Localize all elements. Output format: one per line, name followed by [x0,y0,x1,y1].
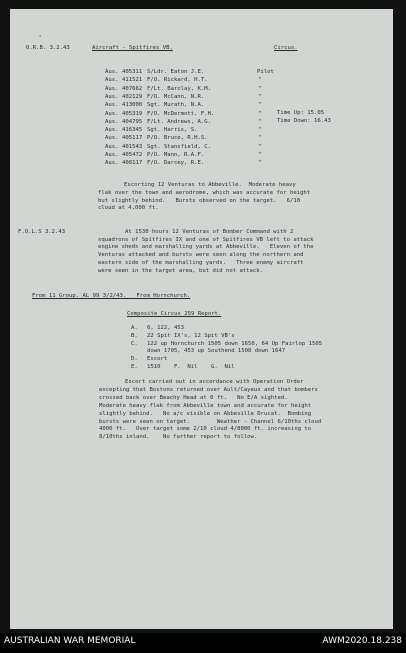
crew-name: F/O. Darcey, R.E. [147,160,205,167]
crew-number: 411521 [122,77,143,84]
text-line: cloud at 4,000 ft. [98,205,159,212]
crew-name: P/O. Bruce, R.H.S. [147,135,208,142]
ditto-mark: " [258,127,262,134]
ditto-mark: " [258,160,262,167]
footer-right: AWM2020.18.238 [322,636,402,646]
item-text: 122 up Hornchurch 1505 down 1650, 64 Up Fairlop 1505 [147,341,323,347]
ditto-mark: " [258,102,262,109]
text-line: bursts were seen on target. Weather - Channel 6/10ths cloud [99,418,322,425]
crew-prefix: Aus. [105,110,119,117]
crew-number: 404795 [122,118,143,125]
crew-header: Pilot [257,69,274,75]
ditto-mark: " [258,143,262,150]
text-line: flak over the town and aerodrome, which was accurate for height [98,189,311,196]
report-title: Composite Circus 259 Report. [127,311,222,317]
crew-name: S/Ldr. Eaton J.E. [147,69,205,75]
crew-name: P/O. Mann, R.A.F. [147,152,205,158]
text-line: At 1530 hours 12 Venturas of Bomber Command with 2 [125,229,294,235]
crew-prefix: Aus. [105,85,119,92]
item-text: 22 Spit IX's, 12 Spit VB's [147,333,235,339]
crew-name: F/O. Rickard, H.T. [147,77,208,84]
item-letter: D. [131,356,138,362]
ink-mark: ' [38,34,43,42]
crew-name: F/O. McDermott, F.H. [147,110,215,117]
time-down: Time Down: 16.43 [277,118,331,124]
document-page [10,9,393,629]
crew-prefix: Aus. [105,152,119,158]
crew-prefix: Aus. [105,127,119,134]
crew-number: 405117 [122,135,143,142]
crew-prefix: Aus. [105,143,119,150]
crew-prefix: Aus. [105,118,119,125]
text-line: were seen in the target area, but did not attack. [98,267,264,274]
time-up: Time Up: 15.05 [277,110,325,116]
item-letter: A. [131,325,138,331]
item-letter: B. [131,333,138,339]
crew-name: F/Lt. Andrews, A.G. [147,118,211,125]
text-line: eastern side of the marshalling yards. Three enemy aircraft [98,259,304,266]
crew-number: 407662 [122,85,143,92]
crew-prefix: Aus. [105,102,119,109]
ditto-mark: " [258,77,262,84]
footer-left: AUSTRALIAN WAR MEMORIAL [4,636,136,646]
ditto-mark: " [258,152,262,158]
item-text: 6, 122, 453 [147,325,185,331]
from-line: From 11 Group. AL 99 3/2/43. From Hornchurch. [32,293,191,299]
crew-number: 405472 [122,152,143,158]
crew-number: 408117 [122,160,143,167]
text-line: excepting that Bostons returned over Ault/Cayeux and that bombers [99,386,318,393]
item-text: 1510 F. Nil G. Nil [147,364,235,370]
aircraft-type: Aircraft - Spitfires VB. [92,45,173,51]
crew-number: 413000 [122,102,143,109]
item-letter: C. [131,341,138,347]
item-letter: E. [131,364,138,370]
crew-name: F/Lt. Barclay, K.M. [147,85,211,92]
mission-type: Circus. [274,45,298,51]
ditto-mark: " [258,110,262,117]
crew-number: 405311 [122,69,143,75]
crew-name: F/O. McCann, N.R. [147,93,205,100]
ditto-mark: " [258,93,262,100]
crew-prefix: Aus. [105,93,119,100]
crew-number: 401543 [122,143,143,150]
item-text: Escort [147,356,168,362]
crew-prefix: Aus. [105,77,119,84]
crew-number: 402129 [122,93,143,100]
crew-prefix: Aus. [105,135,119,142]
fols-date: F.O.L.S 3.2.43 [18,229,66,235]
crew-number: 416345 [122,127,143,134]
text-line: Venturas attacked and bursts were seen along the northern and [98,252,304,259]
text-line: engine sheds and marshalling yards at Abbeville. Eleven of the [98,244,314,251]
ditto-mark: " [258,135,262,142]
crew-name: Sgt. Stansfield, C. [147,143,211,150]
ditto-mark: " [258,118,262,125]
text-line: 4000 ft. Over target some 2/10 cloud 4/8000 ft. increasing to [99,426,312,433]
text-line: Escorting 12 Venturas to Abbeville. Moderate heavy [124,182,296,188]
text-line: but slightly behind. Bursts observed on the target. 6/10 [98,197,301,204]
ditto-mark: " [258,85,262,92]
item-text: down 1705, 453 up Southend 1508 down 1647 [147,348,286,354]
crew-prefix: Aus. [105,69,119,75]
orb-date: O.R.B. 3.2.43 [26,45,70,51]
text-line: Escort carried out in accordance with Operation Order [125,379,304,385]
crew-name: Sgt. Harris, S. [147,127,198,134]
text-line: slightly behind. No a/c visible on Abbeville Drucat. Bombing [99,410,312,417]
text-line: squadrons of Spitfires IX and one of Spitfires VB left to attack [98,236,314,243]
text-line: Moderate heavy flak from Abbeville town and accurate for height [99,402,312,409]
text-line: crossed back over Beachy Head at 0 ft. No E/A sighted. [99,394,288,401]
crew-number: 405319 [122,110,143,117]
crew-name: Sgt. Murath, N.A. [147,102,205,109]
crew-prefix: Aus. [105,160,119,167]
text-line: 8/10ths inland. No further report to follow. [99,434,258,441]
